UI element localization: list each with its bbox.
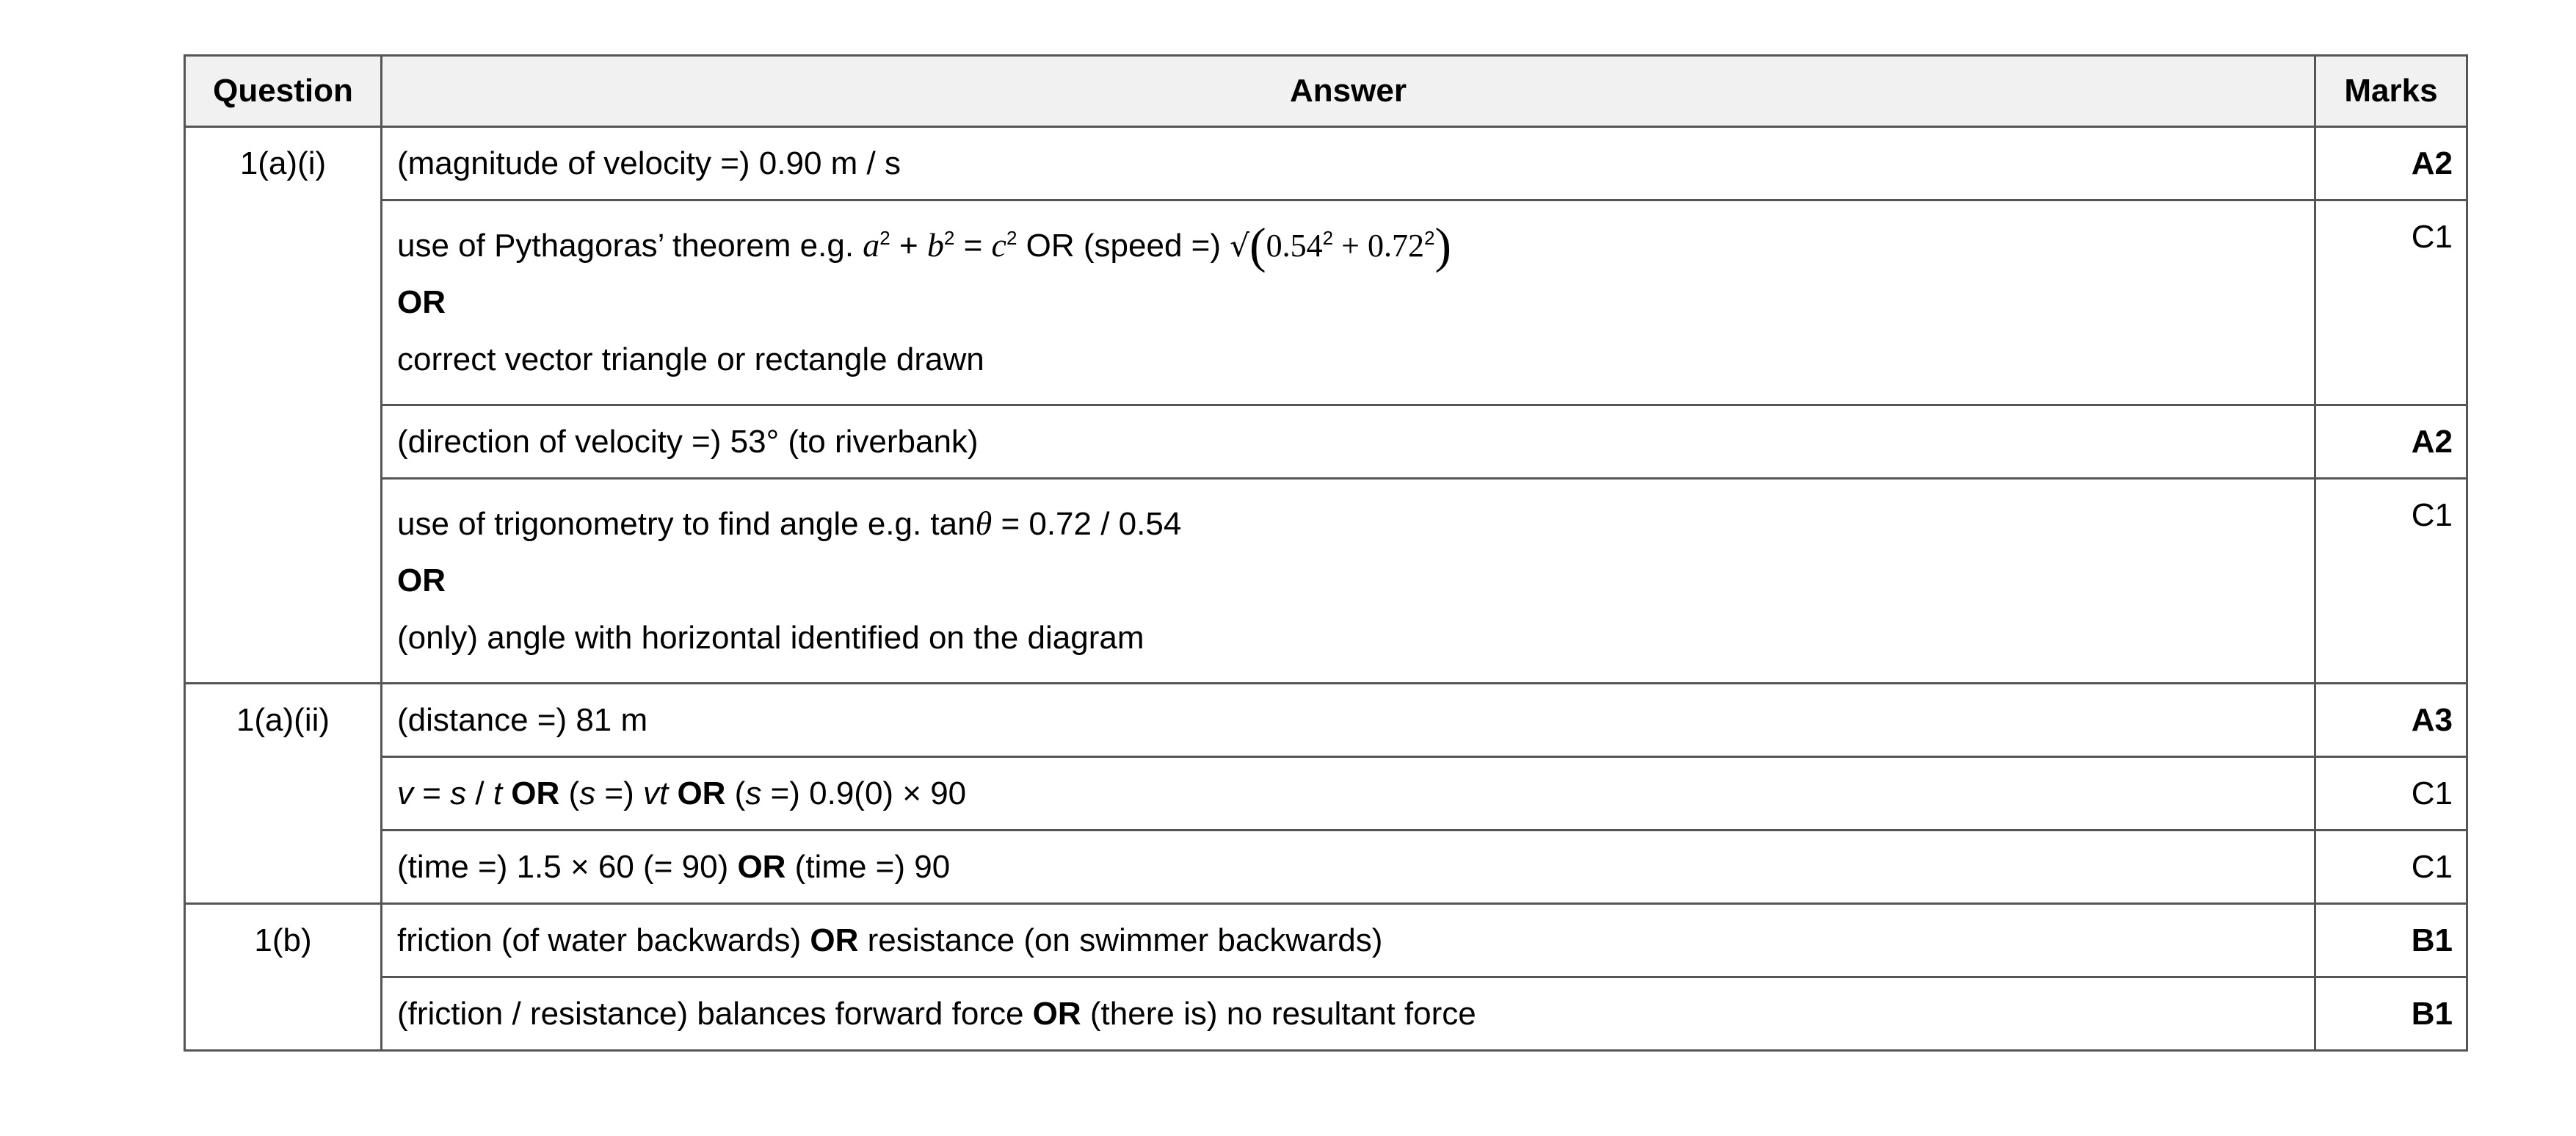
or-label: OR bbox=[397, 562, 446, 598]
question-number: 1(a)(ii) bbox=[185, 684, 382, 904]
or-label: OR bbox=[801, 922, 868, 958]
answer-cell bbox=[382, 904, 2315, 977]
header-question: Question bbox=[185, 56, 382, 127]
mark-cell: B1 bbox=[2315, 977, 2467, 1051]
mark-cell: C1 bbox=[2315, 757, 2467, 831]
answer-text: OR (speed =) bbox=[1017, 228, 1230, 264]
table-row bbox=[185, 904, 2467, 977]
mark-cell: A2 bbox=[2315, 127, 2467, 200]
number: 0.54 bbox=[1266, 228, 1323, 264]
answer-cell bbox=[382, 405, 2315, 479]
equation-var: t bbox=[493, 775, 503, 811]
or-label: OR bbox=[397, 284, 446, 320]
answer-text: = 0.72 / 0.54 bbox=[992, 506, 1182, 542]
left-paren: ( bbox=[1249, 217, 1266, 273]
exponent: 2 bbox=[1006, 227, 1017, 249]
exponent: 2 bbox=[1322, 227, 1334, 249]
answer-text: (friction / resistance) balances forward force bbox=[397, 996, 1024, 1032]
answer-text: use of trigonometry to find angle e.g. tan bbox=[397, 506, 976, 542]
answer-text: ( bbox=[734, 775, 746, 811]
mark-cell: A3 bbox=[2315, 684, 2467, 757]
equation-var: vt bbox=[642, 775, 669, 811]
answer-text: friction (of water backwards) bbox=[397, 922, 802, 958]
number: 0.72 bbox=[1367, 228, 1424, 264]
header-row bbox=[185, 56, 2467, 127]
square-root-symbol: √ bbox=[1230, 228, 1249, 264]
mark-cell: C1 bbox=[2315, 200, 2467, 405]
operator: + bbox=[1333, 228, 1368, 264]
table-row bbox=[185, 479, 2467, 684]
mark-scheme-table bbox=[184, 54, 2468, 1052]
table-row bbox=[185, 405, 2467, 479]
equation-var: v bbox=[397, 775, 413, 811]
operator: + bbox=[890, 228, 927, 264]
equation-var: c bbox=[991, 226, 1006, 264]
or-label: OR bbox=[668, 775, 735, 811]
answer-cell bbox=[382, 757, 2315, 831]
question-number: 1(b) bbox=[185, 904, 382, 1051]
answer-cell bbox=[382, 200, 2315, 405]
mark-cell: C1 bbox=[2315, 479, 2467, 684]
operator: / bbox=[466, 775, 493, 811]
table-row bbox=[185, 684, 2467, 757]
exponent: 2 bbox=[879, 227, 890, 249]
answer-cell bbox=[382, 127, 2315, 200]
operator: = bbox=[954, 228, 992, 264]
right-paren: ) bbox=[1434, 217, 1452, 273]
mark-cell: B1 bbox=[2315, 904, 2467, 977]
equation-var: b bbox=[926, 226, 944, 264]
table-row bbox=[185, 757, 2467, 831]
equation-var: s bbox=[579, 775, 596, 811]
answer-cell bbox=[382, 684, 2315, 757]
answer-text: =) bbox=[595, 775, 643, 811]
answer-cell bbox=[382, 977, 2315, 1051]
answer-text: use of Pythagoras’ theorem e.g. bbox=[397, 228, 863, 264]
answer-text: (direction of velocity =) 53° (to riverbank) bbox=[397, 424, 979, 460]
exponent: 2 bbox=[943, 227, 955, 249]
answer-text: (time =) 90 bbox=[794, 849, 951, 885]
answer-text: resistance (on swimmer backwards) bbox=[867, 922, 1383, 958]
table-row bbox=[185, 831, 2467, 904]
answer-text: (distance =) 81 m bbox=[397, 702, 648, 738]
answer-cell bbox=[382, 831, 2315, 904]
answer-text: (time =) 1.5 × 60 (= 90) bbox=[397, 849, 729, 885]
table-row bbox=[185, 977, 2467, 1051]
theta-symbol: θ bbox=[975, 504, 993, 542]
equation-var: s bbox=[745, 775, 762, 811]
or-label: OR bbox=[728, 849, 795, 885]
mark-cell: A2 bbox=[2315, 405, 2467, 479]
exponent: 2 bbox=[1423, 227, 1435, 249]
operator: = bbox=[413, 775, 451, 811]
answer-line bbox=[397, 495, 2299, 552]
table-row bbox=[185, 127, 2467, 200]
answer-text: (magnitude of velocity =) 0.90 m / s bbox=[397, 145, 901, 181]
answer-line: (only) angle with horizontal identified on the diagram bbox=[397, 620, 1144, 656]
header-answer: Answer bbox=[382, 56, 2315, 127]
answer-text: (there is) no resultant force bbox=[1089, 996, 1476, 1032]
question-number: 1(a)(i) bbox=[185, 127, 382, 684]
header-marks: Marks bbox=[2315, 56, 2467, 127]
answer-line bbox=[397, 217, 2299, 274]
answer-cell bbox=[382, 479, 2315, 684]
or-label: OR bbox=[502, 775, 569, 811]
equation-var: a bbox=[863, 226, 880, 264]
or-label: OR bbox=[1023, 996, 1090, 1032]
mark-cell: C1 bbox=[2315, 831, 2467, 904]
answer-text: ( bbox=[568, 775, 580, 811]
answer-line: correct vector triangle or rectangle drawn bbox=[397, 341, 984, 377]
table-row bbox=[185, 200, 2467, 405]
equation-var: s bbox=[450, 775, 467, 811]
answer-text: =) 0.9(0) × 90 bbox=[761, 775, 967, 811]
